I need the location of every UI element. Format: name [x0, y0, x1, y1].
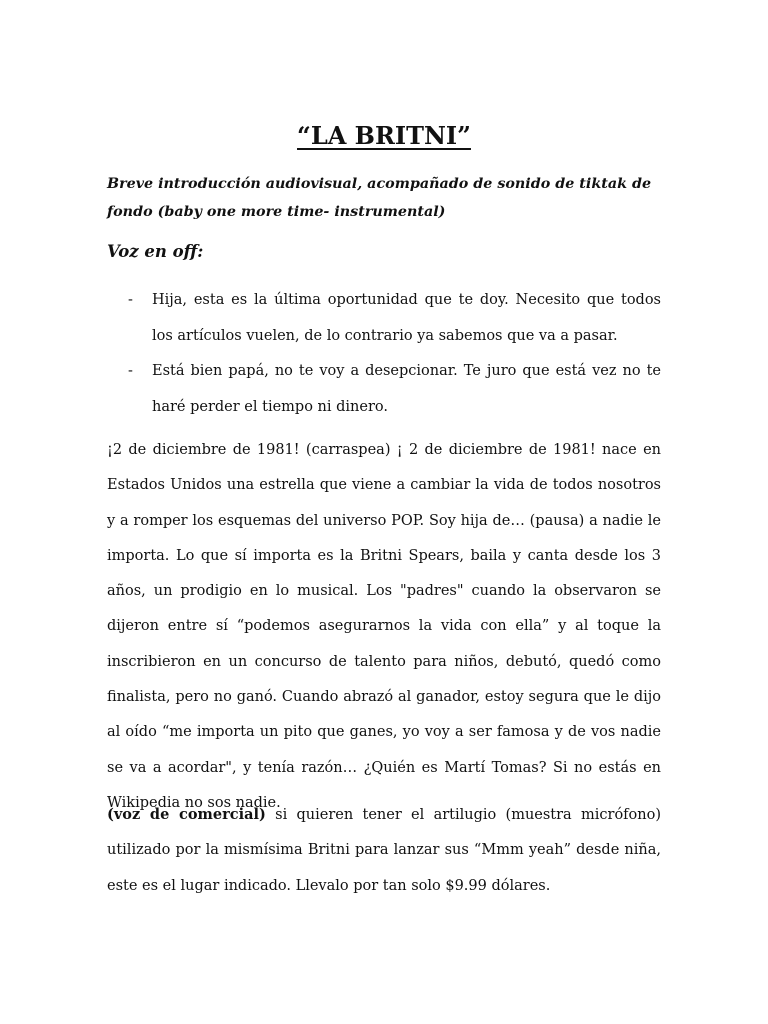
dialogue-text: Hija, esta es la última oportunidad que te doy. Necesito que todos los artículos vuelen, de lo contrario ya sabemos que va a pasar. [152, 292, 661, 344]
voz-en-off-heading: Voz en off: [107, 242, 204, 261]
dialogue-text: Está bien papá, no te voy a desepcionar. Te juro que está vez no te haré perder el tiempo ni dinero. [152, 363, 661, 415]
body-paragraph-birth: ¡2 de diciembre de 1981! (carraspea) ¡ 2 de diciembre de 1981! nace en Estados Unidos una estrella que viene a cambiar la vida de todos nosotros y a romper los esquemas del universo POP. Soy hija de… (pausa) a nadie le importa. Lo que sí importa es la Britni Spears, baila y canta desde los 3 años, un prodigio en lo musical. Los "padres" cuando la observaron se dijeron entre sí “podemos asegurarnos la vida con ella” y al toque la inscribieron en un concurso de talento para niños, debutó, quedó como finalista, pero no ganó. Cuando abrazó al ganador, estoy segura que le dijo al oído “me importa un pito que ganes, yo voy a ser famosa y de vos nadie se va a acordar", y tenía razón… ¿Quién es Martí Tomas? Si no estás en Wikipedia no sos nadie. [107, 442, 661, 811]
dialogue-line [107, 354, 661, 425]
commercial-voice-label: (voz de comercial) [107, 806, 266, 823]
document-title: “LA BRITNI” [297, 121, 471, 150]
dash-bullet: - [128, 292, 133, 308]
commercial-text: si quieren tener el artilugio (muestra micrófono) utilizado por la mismísima Britni para lanzar sus “Mmm yeah” desde niña, este es el lugar indicado. Llevalo por tan solo $9.99 dólares. [107, 807, 661, 894]
intro-paragraph: Breve introducción audiovisual, acompañado de sonido de tiktak de fondo (baby one more time- instrumental) [107, 176, 652, 220]
dialogue-list [107, 283, 661, 425]
body-paragraph-commercial [107, 797, 661, 904]
dialogue-line [107, 283, 661, 354]
dash-bullet: - [128, 363, 133, 379]
